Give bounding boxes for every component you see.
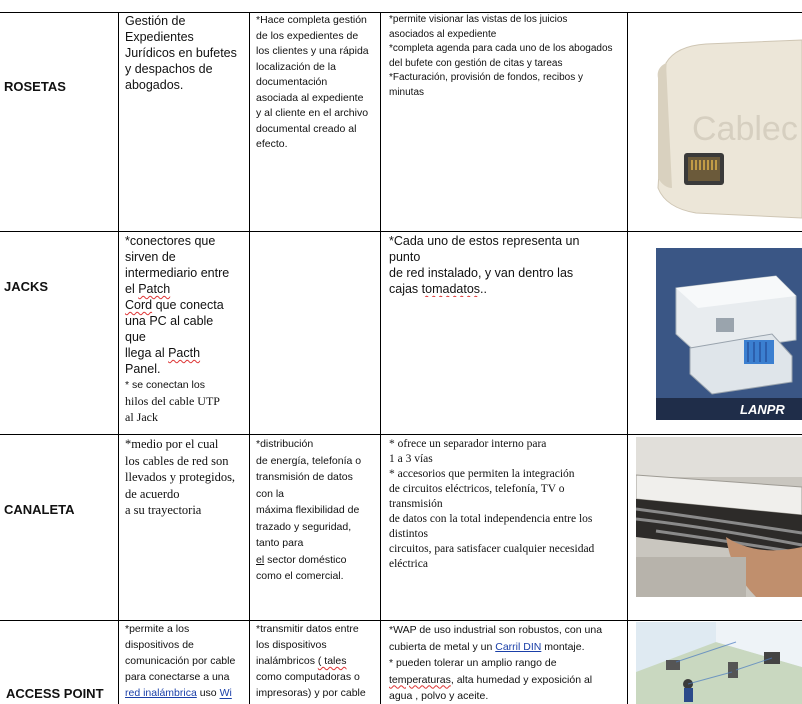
brand-text: LANPR — [740, 402, 785, 417]
text-line: como el comercial. — [256, 570, 344, 582]
misspelled-word: ( tales — [317, 655, 347, 667]
text-line — [389, 639, 625, 656]
text-line: documental creado al — [256, 122, 357, 135]
access-point-function — [256, 621, 379, 704]
text-line — [125, 297, 247, 313]
text-line: para conectarse a una — [125, 671, 230, 683]
jacks-features — [389, 233, 625, 297]
text-line: los clientes y una rápida — [256, 45, 369, 57]
table-divider — [380, 12, 381, 704]
text-line: como computadoras o — [256, 671, 360, 683]
text-line: *conectores que — [125, 234, 216, 248]
text-line: del bufete con gestión de citas y tareas — [389, 57, 563, 69]
text-line: 1 a 3 vías — [389, 453, 433, 465]
text-line: * pueden tolerar un amplio rango de — [389, 657, 557, 669]
text-line — [389, 672, 625, 689]
row-title-jacks: JACKS — [4, 279, 49, 294]
text-line: * accesorios que permiten la integración — [389, 468, 575, 480]
text-fragment: el — [125, 282, 139, 296]
text-line: al Jack — [125, 410, 158, 424]
text-line: hilos del cable UTP — [125, 394, 220, 408]
rosetas-features — [389, 13, 625, 100]
row-title-canaleta: CANALETA — [4, 502, 75, 517]
canaleta-description — [125, 436, 248, 519]
text-line — [125, 281, 247, 297]
text-fragment: inalámbricos — [256, 655, 318, 667]
text-line: *permite visionar las vistas de los juicios — [389, 14, 568, 25]
wifi-link[interactable]: Wi — [219, 687, 232, 699]
text-line: minutas — [389, 86, 425, 98]
row-title-access-point: ACCESS POINT — [6, 686, 104, 701]
table-divider — [627, 12, 628, 704]
rosetas-function — [256, 13, 379, 153]
text-fragment: cajas — [389, 282, 422, 296]
text-line: Expedientes — [125, 30, 194, 44]
text-fragment: que conecta — [152, 298, 224, 312]
table-divider — [118, 12, 119, 704]
roseta-image — [636, 18, 802, 228]
text-line: sirven de — [125, 250, 176, 264]
text-line: * se conectan los — [125, 379, 205, 391]
text-line: y despachos de — [125, 62, 213, 76]
text-line: abogados. — [125, 78, 184, 92]
jack-image — [656, 248, 802, 420]
text-fragment: uso — [196, 687, 220, 699]
canaleta-features — [389, 437, 625, 572]
text-fragment: llega al — [125, 346, 169, 360]
text-line: circuitos, para satisfacer cualquier necesidad — [389, 543, 595, 555]
access-point-description — [125, 621, 248, 704]
text-line — [389, 281, 625, 297]
text-line: localización de la — [256, 60, 336, 73]
text-fragment: montaje. — [541, 640, 585, 653]
text-line: de energía, telefonía o — [256, 454, 362, 467]
wireless-network-link[interactable]: red inalámbrica — [125, 687, 197, 699]
misspelled-word: tomadatos — [421, 282, 481, 296]
text-line: de acuerdo — [125, 486, 180, 501]
text-line — [256, 552, 379, 569]
text-line: una PC al cable — [125, 314, 214, 328]
text-line: *Hace completa gestión — [256, 14, 367, 26]
text-line: los cables de red son — [125, 453, 229, 468]
text-line: Panel. — [125, 362, 161, 376]
text-line — [125, 685, 248, 701]
misspelled-word: temperaturas — [389, 673, 451, 686]
text-line: transmisión de datos — [256, 471, 353, 483]
misspelled-word: Patch — [138, 282, 171, 296]
text-line: con la — [256, 487, 285, 500]
text-fragment: sector doméstico — [264, 553, 347, 566]
text-line: los dispositivos — [256, 639, 327, 651]
table-divider — [249, 12, 250, 704]
misspelled-word: Pacth — [168, 346, 201, 360]
text-line: *Cada uno de estos representa un — [389, 234, 580, 248]
text-line: distintos — [389, 528, 428, 540]
jacks-description — [125, 233, 247, 425]
canaleta-image — [636, 437, 802, 597]
text-line: *distribución — [256, 438, 314, 450]
text-line: llevados y protegidos, — [125, 470, 236, 484]
text-line: agua , polvo y aceite. — [389, 690, 489, 702]
text-line: *medio por el cual — [125, 437, 219, 451]
text-fragment: el — [256, 553, 265, 566]
text-line: comunicación por cable — [125, 655, 236, 667]
text-line: de los expedientes de — [256, 29, 359, 42]
table-divider — [0, 434, 802, 435]
rosetas-description — [125, 13, 247, 93]
text-line: trazado y seguridad, — [256, 520, 352, 533]
text-line: eléctrica — [389, 558, 428, 570]
watermark-text: Cablec — [692, 110, 798, 148]
text-fragment: .. — [480, 282, 487, 296]
text-line: *WAP de uso industrial son robustos, con una — [389, 624, 603, 636]
text-line — [256, 653, 379, 669]
table-divider — [0, 231, 802, 232]
text-line: Jurídicos en bufetes — [125, 46, 237, 60]
text-line: y al cliente en el archivo — [256, 107, 369, 119]
row-title-rosetas: ROSETAS — [4, 79, 66, 94]
access-point-features — [389, 622, 625, 704]
text-fragment: cubierta de metal y un — [389, 640, 496, 653]
text-line: efecto. — [256, 138, 288, 150]
text-line: *completa agenda para cada uno de los abogados — [389, 43, 613, 54]
text-line: *transmitir datos entre — [256, 623, 359, 635]
text-line: dispositivos de — [125, 639, 194, 651]
table-divider — [0, 620, 802, 621]
misspelled-word: Cord — [125, 298, 153, 312]
text-line: que — [125, 330, 146, 344]
text-line: punto — [389, 250, 421, 264]
text-line: impresoras) y por cable — [256, 687, 366, 699]
access-point-image — [636, 622, 802, 704]
text-line: *permite a los — [125, 623, 190, 635]
canaleta-function — [256, 436, 379, 585]
text-line: de datos con la total independencia entre los — [389, 513, 593, 525]
text-line: tanto para — [256, 537, 304, 549]
text-line: Gestión de — [125, 14, 186, 28]
text-line: intermediario entre — [125, 266, 230, 280]
text-line: asociados al expediente — [389, 28, 497, 40]
text-line: transmisión — [389, 498, 443, 510]
text-line: de circuitos eléctricos, telefonía, TV o — [389, 483, 565, 495]
din-rail-link[interactable]: Carril DIN — [495, 640, 542, 653]
text-line: *Facturación, provisión de fondos, recibos y — [389, 72, 583, 83]
text-line: documentación — [256, 76, 328, 88]
text-fragment: , alta humedad y exposición al — [450, 673, 593, 686]
text-line: a su trayectoria — [125, 503, 202, 517]
text-line: de red instalado, y van dentro las — [389, 266, 574, 280]
text-line: asociada al expediente — [256, 91, 364, 104]
text-line: máxima flexibilidad de — [256, 504, 360, 516]
text-line — [125, 345, 247, 361]
text-line: * ofrece un separador interno para — [389, 438, 547, 450]
